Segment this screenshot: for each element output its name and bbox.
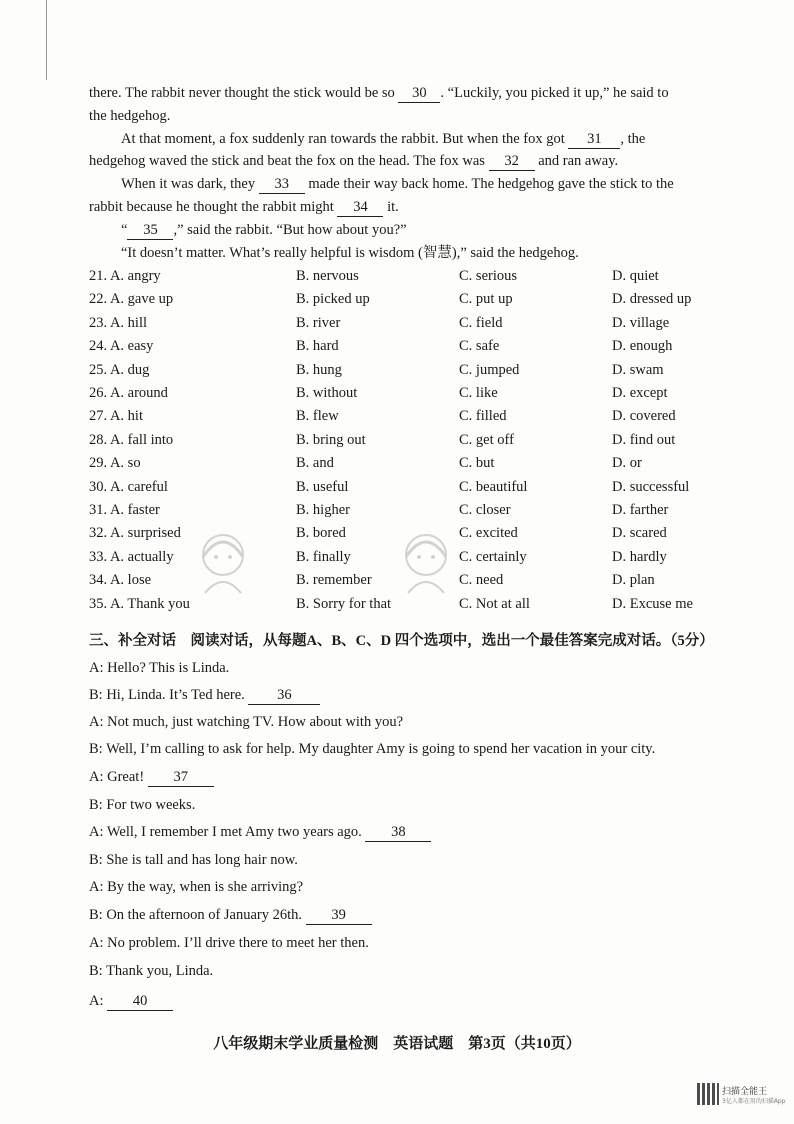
dialogue-line: [89, 992, 173, 1011]
text: A: Well, I remember I met Amy two years ago.: [89, 824, 362, 840]
passage-line-2: the hedgehog.: [89, 108, 171, 124]
option-25-B: B. hung: [296, 361, 342, 378]
text: . “Luckily, you picked it up,” he said to: [440, 85, 669, 101]
blank-36: 36: [248, 686, 320, 705]
scanner-watermark: 扫描全能王: [722, 1087, 768, 1097]
option-30-A: 30. A. careful: [89, 478, 168, 495]
text: B: Hi, Linda. It’s Ted here.: [89, 687, 245, 703]
scanner-watermark-sub: 3亿人都在用的扫描App: [722, 1098, 786, 1105]
dialogue-line: [89, 823, 431, 842]
option-33-D: D. hardly: [612, 548, 667, 565]
option-21-B: B. nervous: [296, 268, 359, 284]
dialogue-line: B: For two weeks.: [89, 797, 196, 813]
option-30-B: B. useful: [296, 478, 349, 495]
option-22-D: D. dressed up: [612, 291, 692, 308]
text: it.: [387, 199, 399, 215]
option-30-C: C. beautiful: [459, 478, 528, 495]
qr-code-icon: [697, 1083, 719, 1105]
option-24-D: D. enough: [612, 338, 673, 355]
option-27-C: C. filled: [459, 408, 507, 425]
option-25-D: D. swam: [612, 361, 664, 378]
bleed-through-figure: [195, 527, 251, 595]
option-24-C: C. safe: [459, 338, 500, 355]
blank-37: 37: [148, 768, 214, 787]
text: made their way back home. The hedgehog gave the stick to the: [308, 176, 674, 192]
passage-line-5: [121, 175, 674, 194]
blank-31: 31: [568, 130, 620, 149]
section-3-title: 三、补全对话 阅读对话，从每题A、B、C、D 四个选项中，选出一个最佳答案完成对话。（5分）: [89, 633, 714, 649]
option-30-D: D. successful: [612, 478, 690, 495]
binding-line: [46, 0, 47, 80]
text: B: On the afternoon of January 26th.: [89, 907, 303, 923]
text: ,” said the rabbit. “But how about you?”: [173, 222, 407, 238]
option-34-D: D. plan: [612, 572, 655, 589]
option-21-A: 21. A. angry: [89, 268, 161, 284]
text: At that moment, a fox suddenly ran towards the rabbit. But when the fox got: [121, 131, 565, 147]
option-32-A: 32. A. surprised: [89, 525, 181, 542]
blank-40: 40: [107, 992, 173, 1011]
text: “: [121, 222, 128, 238]
dialogue-line: [89, 906, 372, 925]
option-21-C: C. serious: [459, 268, 517, 284]
option-35-A: 35. A. Thank you: [89, 595, 190, 612]
option-23-A: 23. A. hill: [89, 314, 148, 331]
option-25-C: C. jumped: [459, 361, 520, 378]
text: rabbit because he thought the rabbit might: [89, 199, 334, 215]
option-27-A: 27. A. hit: [89, 408, 143, 425]
option-33-A: 33. A. actually: [89, 548, 174, 565]
option-35-B: B. Sorry for that: [296, 595, 392, 612]
option-31-B: B. higher: [296, 502, 350, 518]
dialogue-line: B: Well, I’m calling to ask for help. My daughter Amy is going to spend her vacation in your city.: [89, 741, 656, 757]
option-23-D: D. village: [612, 314, 670, 331]
option-35-D: D. Excuse me: [612, 595, 693, 612]
blank-38: 38: [365, 823, 431, 842]
text: hedgehog waved the stick and beat the fox on the head. The fox was: [89, 153, 485, 169]
option-31-D: D. farther: [612, 502, 669, 518]
option-28-C: C. get off: [459, 431, 514, 448]
option-31-A: 31. A. faster: [89, 502, 160, 518]
option-35-C: C. Not at all: [459, 595, 530, 612]
option-28-A: 28. A. fall into: [89, 431, 174, 448]
option-29-B: B. and: [296, 455, 334, 472]
dialogue-line: B: She is tall and has long hair now.: [89, 852, 298, 868]
passage-line-6: [89, 198, 399, 217]
page-footer: 八年级期末学业质量检测 英语试题 第3页（共10页）: [213, 1036, 581, 1052]
dialogue-line: A: No problem. I’ll drive there to meet her then.: [89, 935, 369, 951]
dialogue-line: A: Not much, just watching TV. How about with you?: [89, 714, 404, 730]
option-26-A: 26. A. around: [89, 385, 168, 401]
blank-39: 39: [306, 906, 372, 925]
option-23-C: C. field: [459, 314, 503, 331]
text: A: Great!: [89, 769, 145, 785]
passage-line-1: [89, 84, 669, 103]
option-31-C: C. closer: [459, 502, 511, 518]
text: A:: [89, 993, 104, 1009]
passage-line-3: [121, 130, 645, 149]
option-28-D: D. find out: [612, 431, 676, 448]
text: , the: [620, 131, 646, 147]
bleed-through-figure: [398, 527, 454, 595]
option-34-B: B. remember: [296, 572, 372, 589]
option-28-B: B. bring out: [296, 431, 366, 448]
option-22-B: B. picked up: [296, 291, 370, 308]
option-23-B: B. river: [296, 314, 341, 331]
passage-line-8: “It doesn’t matter. What’s really helpful is wisdom (智慧),” said the hedgehog.: [121, 245, 579, 261]
blank-33: 33: [259, 175, 305, 194]
option-32-C: C. excited: [459, 525, 518, 542]
option-34-C: C. need: [459, 572, 504, 589]
option-32-D: D. scared: [612, 525, 667, 542]
option-26-C: C. like: [459, 385, 498, 401]
option-21-D: D. quiet: [612, 268, 659, 284]
option-32-B: B. bored: [296, 525, 346, 542]
blank-32: 32: [489, 152, 535, 171]
option-27-D: D. covered: [612, 408, 676, 425]
option-26-D: D. except: [612, 385, 668, 401]
dialogue-line: A: Hello? This is Linda.: [89, 660, 230, 676]
option-25-A: 25. A. dug: [89, 361, 150, 378]
option-22-C: C. put up: [459, 291, 513, 308]
text: When it was dark, they: [121, 176, 256, 192]
option-29-A: 29. A. so: [89, 455, 141, 472]
text: and ran away.: [538, 153, 619, 169]
option-22-A: 22. A. gave up: [89, 291, 174, 308]
option-33-C: C. certainly: [459, 548, 527, 565]
dialogue-line: B: Thank you, Linda.: [89, 963, 214, 979]
passage-line-7: [121, 221, 407, 240]
option-29-C: C. but: [459, 455, 495, 472]
blank-30: 30: [398, 84, 440, 103]
option-29-D: D. or: [612, 455, 642, 472]
option-33-B: B. finally: [296, 548, 351, 565]
option-24-A: 24. A. easy: [89, 338, 154, 355]
option-34-A: 34. A. lose: [89, 572, 152, 589]
dialogue-line: A: By the way, when is she arriving?: [89, 879, 304, 895]
dialogue-line: [89, 686, 320, 705]
option-26-B: B. without: [296, 385, 358, 401]
option-24-B: B. hard: [296, 338, 339, 355]
blank-34: 34: [337, 198, 383, 217]
text: there. The rabbit never thought the stick would be so: [89, 85, 395, 101]
passage-line-4: [89, 152, 618, 171]
option-27-B: B. flew: [296, 408, 339, 425]
blank-35: 35: [127, 221, 173, 240]
dialogue-line: [89, 768, 214, 787]
